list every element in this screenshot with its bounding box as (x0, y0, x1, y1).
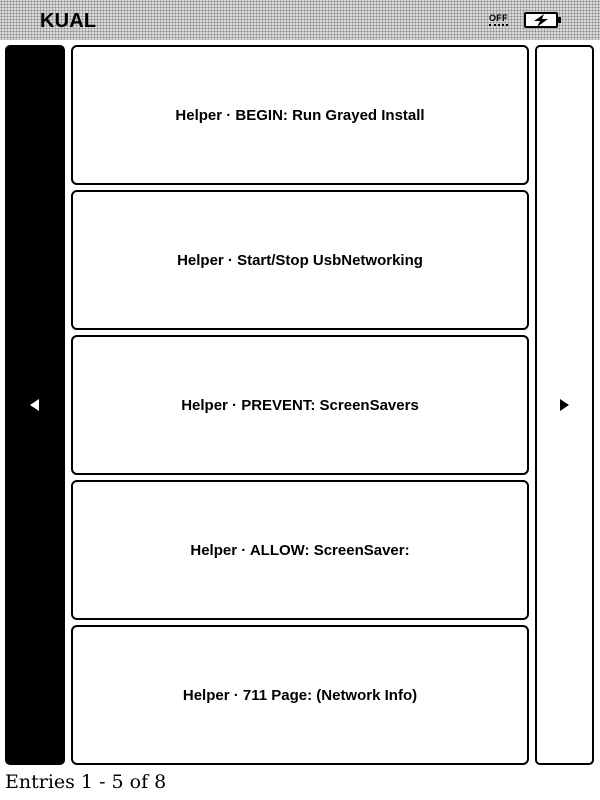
prev-page-button[interactable] (5, 45, 65, 765)
menu-item-usbnetworking[interactable] (71, 190, 529, 330)
next-page-button[interactable] (535, 45, 594, 765)
menu-item-begin-install[interactable] (71, 45, 529, 185)
menu-item-prevent-screensavers[interactable] (71, 335, 529, 475)
battery-charging-icon (524, 11, 562, 29)
title-bar (0, 0, 600, 40)
menu-item-label: Helper · ALLOW: ScreenSaver: (190, 541, 410, 559)
menu-item-711-page[interactable] (71, 625, 529, 765)
app-title: KUAL (40, 10, 97, 32)
triangle-right-icon (560, 399, 569, 411)
menu-item-allow-screensaver[interactable] (71, 480, 529, 620)
menu-item-label: Helper · 711 Page: (Network Info) (182, 686, 418, 704)
triangle-left-icon (30, 399, 39, 411)
entries-status: Entries 1 - 5 of 8 (5, 771, 167, 793)
menu-list (71, 45, 529, 770)
wifi-status-indicator: OFF (489, 13, 508, 26)
menu-item-label: Helper · PREVENT: ScreenSavers (181, 396, 419, 414)
menu-item-label: Helper · BEGIN: Run Grayed Install (175, 106, 425, 124)
menu-item-label: Helper · Start/Stop UsbNetworking (177, 251, 423, 269)
